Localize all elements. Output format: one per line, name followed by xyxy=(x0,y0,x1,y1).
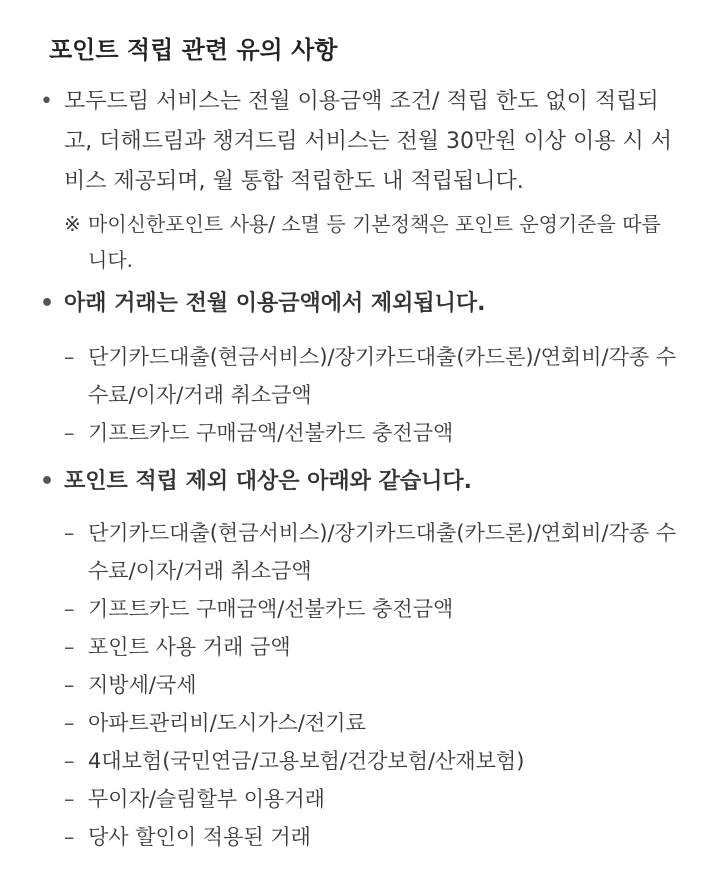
list-item-text: 포인트 사용 거래 금액 xyxy=(88,635,291,659)
list-item-text: 기프트카드 구매금액/선불카드 충전금액 xyxy=(88,597,454,621)
general-notice-bullet xyxy=(40,82,680,202)
policy-note xyxy=(40,206,680,278)
dash-mark: – xyxy=(64,673,75,697)
points-exclusion-section xyxy=(40,462,680,856)
dash-mark: – xyxy=(64,787,75,811)
bullet-dot: • xyxy=(40,89,53,114)
page-title: 포인트 적립 관련 유의 사항 xyxy=(49,36,338,64)
usage-exclusion-list xyxy=(40,338,680,452)
bullet-dot: • xyxy=(40,291,55,316)
dash-mark: – xyxy=(64,825,75,849)
list-item-text: 당사 할인이 적용된 거래 xyxy=(88,825,311,849)
usage-exclusion-heading xyxy=(40,284,680,324)
list-item xyxy=(40,780,680,818)
general-notice-text: 모두드림 서비스는 전월 이용금액 조건/ 적립 한도 없이 적립되고, 더해드림과 챙겨드림 서비스는 전월 30만원 이상 이용 시 서비스 제공되며, 월 통합 적립한도 내 적립됩니다. xyxy=(64,89,672,194)
list-item xyxy=(40,338,680,414)
list-item-text: 4대보험(국민연금/고용보험/건강보험/산재보험) xyxy=(88,749,525,773)
points-exclusion-heading-text: 포인트 적립 제외 대상은 아래와 같습니다. xyxy=(64,469,472,494)
list-item-text: 단기카드대출(현금서비스)/장기카드대출(카드론)/연회비/각종 수수료/이자/거래 취소금액 xyxy=(88,345,677,407)
dash-mark: – xyxy=(64,421,75,445)
points-exclusion-list xyxy=(40,514,680,856)
list-item-text: 아파트관리비/도시가스/전기료 xyxy=(88,711,366,735)
list-item xyxy=(40,704,680,742)
usage-exclusion-section xyxy=(40,284,680,452)
list-item-text: 지방세/국세 xyxy=(88,673,197,697)
list-item xyxy=(40,818,680,856)
bullet-dot: • xyxy=(40,469,55,494)
points-exclusion-heading xyxy=(40,462,680,502)
list-item-text: 무이자/슬림할부 이용거래 xyxy=(88,787,325,811)
policy-note-block xyxy=(40,206,680,278)
dash-mark: – xyxy=(64,521,75,545)
list-item xyxy=(40,742,680,780)
list-item xyxy=(40,666,680,704)
list-item-text: 기프트카드 구매금액/선불카드 충전금액 xyxy=(88,421,454,445)
dash-mark: – xyxy=(64,749,75,773)
dash-mark: – xyxy=(64,711,75,735)
reference-mark: ※ xyxy=(64,212,81,236)
dash-mark: – xyxy=(64,597,75,621)
list-item xyxy=(40,628,680,666)
list-item-text: 단기카드대출(현금서비스)/장기카드대출(카드론)/연회비/각종 수수료/이자/거래 취소금액 xyxy=(88,521,677,583)
list-item xyxy=(40,514,680,590)
list-item xyxy=(40,414,680,452)
dash-mark: – xyxy=(64,345,75,369)
dash-mark: – xyxy=(64,635,75,659)
policy-note-text: 마이신한포인트 사용/ 소멸 등 기본정책은 포인트 운영기준을 따릅니다. xyxy=(88,212,661,272)
list-item xyxy=(40,590,680,628)
usage-exclusion-heading-text: 아래 거래는 전월 이용금액에서 제외됩니다. xyxy=(64,291,486,316)
general-notice-block xyxy=(40,82,680,202)
